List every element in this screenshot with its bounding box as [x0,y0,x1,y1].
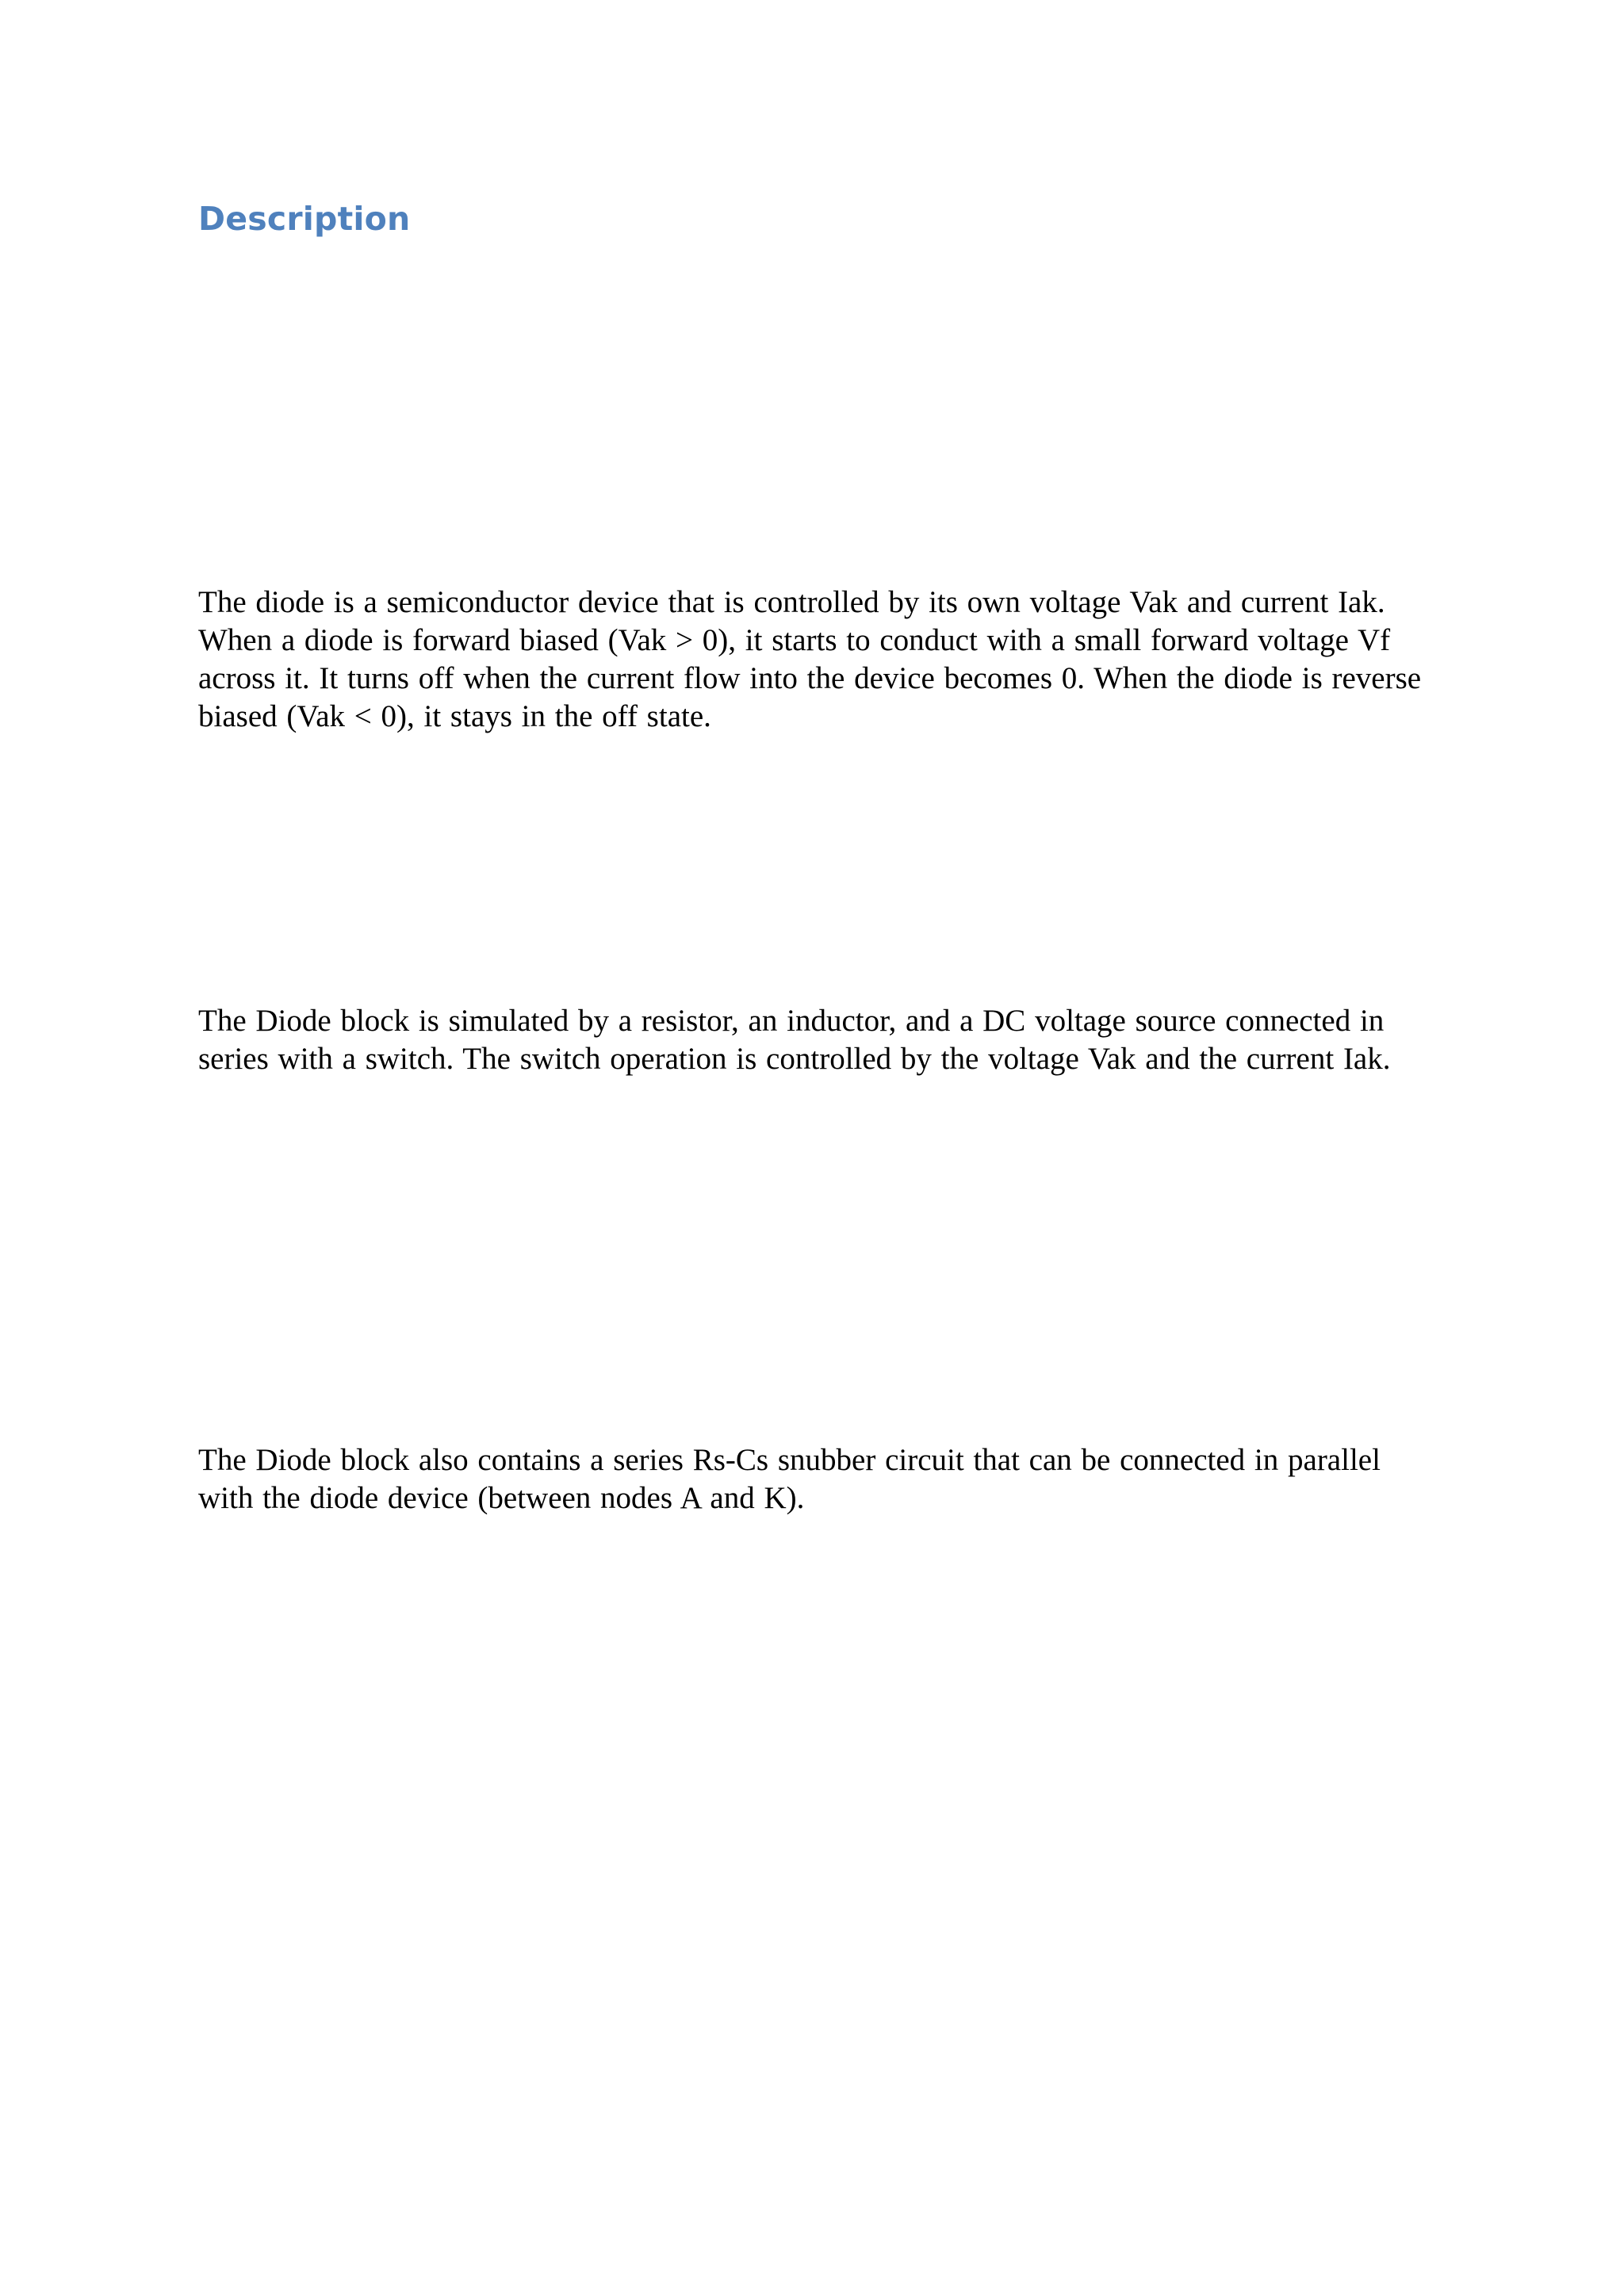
paragraph-diode-simulation: The Diode block is simulated by a resistor, an inductor, and a DC voltage source connected in series with a switch. The switch operation is controlled by the voltage Vak and the current Iak. [198,1004,1391,1076]
paragraph-diode-behavior: The diode is a semiconductor device that is controlled by its own voltage Vak and current Iak. When a diode is forward biased (Vak > 0), it starts to conduct with a small forward voltage Vf across it. It turns off when the current flow into the device becomes 0. When the diode is reverse biased (Vak < 0), it stays in the off state. [198,585,1422,733]
paragraph-snubber-circuit: The Diode block also contains a series Rs-Cs snubber circuit that can be connected in parallel with the diode device (between nodes A and K). [198,1443,1381,1515]
section-heading: Description [198,200,411,238]
